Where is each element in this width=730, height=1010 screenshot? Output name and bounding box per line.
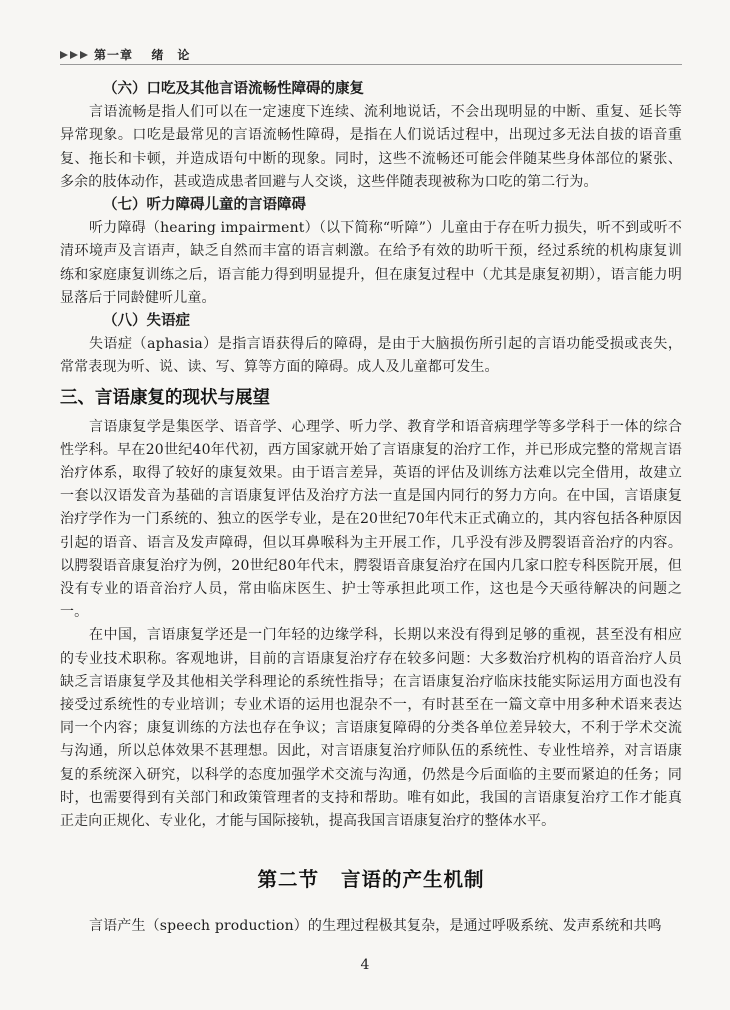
running-head-arrows-icon	[60, 51, 88, 59]
paragraph-hearing-impairment: 听力障碍（hearing impairment）（以下简称“听障”）儿童由于存在听力损失，听不到或听不清环境声及言语声，缺乏自然而丰富的语言刺激。在给予有效的助听干预，经过系统的机构康复训练和家庭康复训练之后，语言能力得到明显提升，但在康复过程中（尤其是康复初期），语言能力明显落后于同龄健听儿童。	[60, 220, 682, 306]
paragraph-aphasia: 失语症（aphasia）是指言语获得后的障碍，是由于大脑损伤所引起的言语功能受损或丧失，常常表现为听、说、读、写、算等方面的障碍。成人及儿童都可发生。	[60, 336, 682, 376]
paragraph-status-2: 在中国，言语康复学还是一门年轻的边缘学科，长期以来没有得到足够的重视，甚至没有相应的专业技术职称。客观地讲，目前的言语康复治疗存在较多问题：大多数治疗机构的语音治疗人员缺乏言语康复学及其他相关学科理论的系统性指导；在言语康复治疗临床技能实际运用方面也没有接受过系统性的专业培训；专业术语的运用也混杂不一，有时甚至在一篇文章中用多种术语来表达同一个内容；康复训练的方法也存在争议；言语康复障碍的分类各单位差异较大，不利于学术交流与沟通，所以总体效果不甚理想。因此，对言语康复治疗师队伍的系统性、专业性培养，对言语康复的系统深入研究，以科学的态度加强学术交流与沟通，仍然是今后面临的主要而紧迫的任务；同时，也需要得到有关部门和政策管理者的支持和帮助。唯有如此，我国的言语康复治疗工作才能真正走向正规化、专业化，才能与国际接轨，提高我国言语康复治疗的整体水平。	[60, 627, 682, 830]
chapter-title: 绪 论	[151, 48, 191, 62]
running-head	[60, 46, 190, 63]
page-number: 4	[360, 957, 370, 973]
header-rule	[60, 64, 682, 65]
heading-status-and-outlook: 三、言语康复的现状与展望	[60, 387, 270, 408]
chapter-label: 第一章	[94, 48, 134, 62]
page-body	[60, 78, 682, 939]
subheading-hearing-impairment: （七）听力障碍儿童的言语障碍	[103, 197, 306, 214]
section-title	[60, 867, 682, 893]
paragraph-status-1: 言语康复学是集医学、语音学、心理学、听力学、教育学和语音病理学等多学科于一体的综合性学科。早在20世纪40年代初，西方国家就开始了言语康复的治疗工作，并已形成完整的常规言语治疗体系，取得了较好的康复效果。由于语言差异，英语的评估及训练方法难以完全借用，故建立一套以汉语发音为基础的言语康复评估及治疗方法一直是国内同行的努力方向。在中国，言语康复治疗学作为一门系统的、独立的医学专业，是在20世纪70年代末正式确立的，其内容包括各种原因引起的语音、语言及发声障碍，但以耳鼻喉科为主开展工作，几乎没有涉及腭裂语音治疗的内容。以腭裂语音康复治疗为例，20世纪80年代末，腭裂语音康复治疗在国内几家口腔专科医院开展，但没有专业的语音治疗人员，常由临床医生、护士等承担此项工作，这也是今天亟待解决的问题之一。	[60, 418, 682, 621]
subheading-stuttering: （六）口吃及其他言语流畅性障碍的康复	[103, 81, 364, 97]
section-name: 言语的产生机制	[341, 868, 485, 892]
paragraph-speech-production: 言语产生（speech production）的生理过程极其复杂，是通过呼吸系统、发声系统和共鸣	[89, 918, 662, 935]
section-number: 第二节	[257, 868, 319, 892]
paragraph-stuttering: 言语流畅是指人们可以在一定速度下连续、流利地说话，不会出现明显的中断、重复、延长等异常现象。口吃是最常见的言语流畅性障碍，是指在人们说话过程中，出现过多无法自拔的语音重复、拖长和卡顿，并造成语句中断的现象。同时，这些不流畅还可能会伴随某些身体部位的紧张、多余的肢体动作，甚或造成患者回避与人交谈，这些伴随表现被称为口吃的第二行为。	[60, 104, 682, 190]
subheading-aphasia: （八）失语症	[103, 313, 190, 330]
